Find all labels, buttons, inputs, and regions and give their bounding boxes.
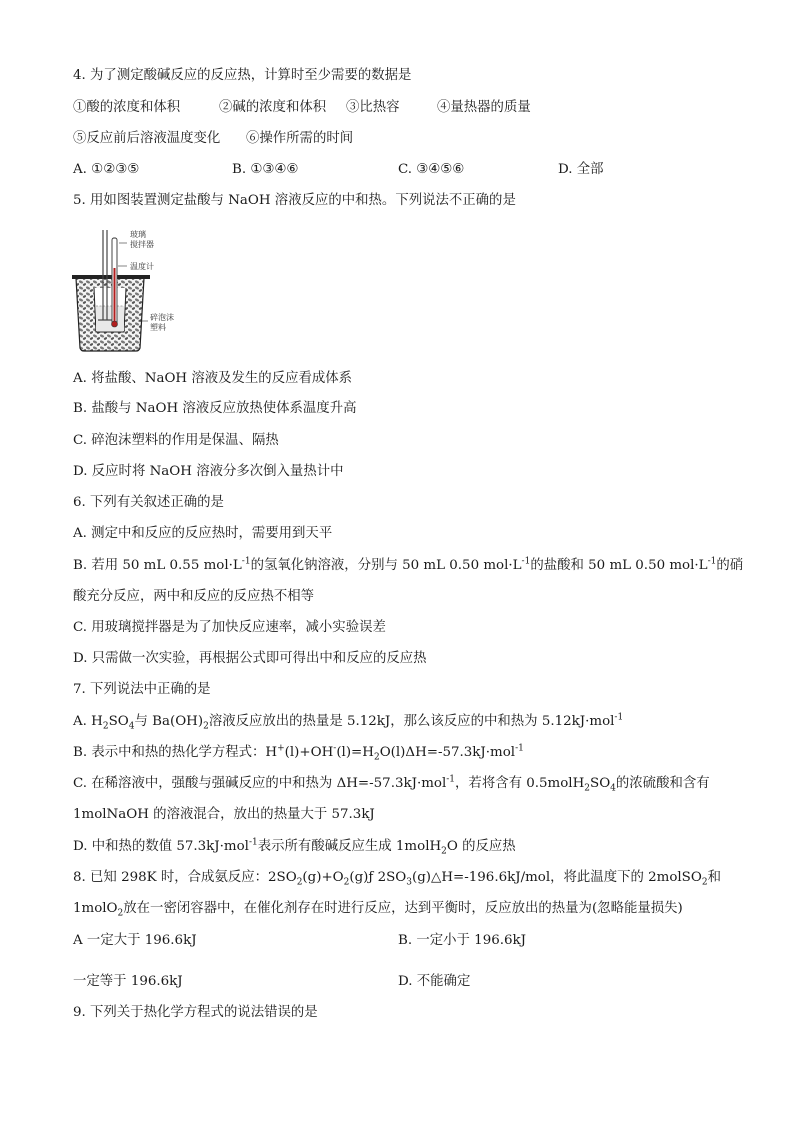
q4-stem: 4. 为了测定酸碱反应的反应热，计算时至少需要的数据是 — [73, 68, 412, 83]
q6-option-d: D. 只需做一次实验，再根据公式即可得出中和反应的反应热 — [73, 651, 427, 666]
q7-stem: 7. 下列说法中正确的是 — [73, 682, 211, 697]
label-foam-1: 碎泡沫 — [150, 313, 174, 322]
q7-d-text-2: 表示所有酸碱反应生成 1molH — [257, 839, 442, 854]
q7-c-sup-1: -1 — [446, 774, 456, 785]
q7-a-text-1: A. H — [73, 714, 103, 729]
q7-b-sup-2: - — [333, 743, 337, 754]
q8-stem-text-5: 和 — [707, 870, 721, 885]
q8-line2-text-2: 放在一密闭容器中，在催化剂存在时进行反应，达到平衡时，反应放出的热量为(忽略能量损失) — [123, 901, 683, 916]
q7-b-sub-1: 2 — [373, 752, 380, 763]
label-foam-2: 塑料 — [150, 323, 166, 332]
q6-b-text-3: 的盐酸和 50 mL 0.50 mol·L — [530, 558, 708, 573]
q4-item-2: ②碱的浓度和体积 — [219, 100, 327, 115]
q4-item-3: ③比热容 — [346, 100, 400, 115]
q7-c-text-2: ，若将含有 0.5molH — [455, 776, 585, 791]
q7-a-text-3: 与 Ba(OH) — [134, 714, 204, 729]
q8-option-a: A 一定大于 196.6kJ — [73, 933, 197, 948]
q7-a-sub-3: 2 — [203, 721, 209, 732]
q7-d-text-1: D. 中和热的数值 57.3kJ·mol — [73, 839, 249, 854]
q6-b-text-2: 的氢氧化钠溶液，分别与 50 mL 0.50 mol·L — [250, 558, 522, 573]
q4-option-c: C. ③④⑤⑥ — [398, 162, 465, 177]
q8-option-b: B. 一定小于 196.6kJ — [398, 933, 526, 948]
q7-b-text-4: O(l)ΔH=-57.3kJ·mol — [379, 745, 516, 760]
q7-c-sub-1: 2 — [584, 783, 591, 794]
q7-b-sup-3: -1 — [515, 743, 524, 754]
q8-stem-text-4: (g)△H=-196.6kJ/mol，将此温度下的 2molSO — [412, 870, 702, 885]
q5-option-b: B. 盐酸与 NaOH 溶液反应放热使体系温度升高 — [73, 401, 357, 416]
q7-a-text-2: SO — [108, 714, 129, 729]
q8-stem-sub-3: 3 — [406, 877, 413, 888]
q4-item-4: ④量热器的质量 — [437, 100, 531, 115]
q4-item-5: ⑤反应前后溶液温度变化 — [73, 131, 221, 146]
q8-stem-text-2: (g)+O — [302, 870, 344, 885]
q7-a-sub-2: 4 — [128, 721, 135, 732]
q7-c-text-1: C. 在稀溶液中，强酸与强碱反应的中和热为 ΔH=-57.3kJ·mol — [73, 776, 447, 791]
q7-c-text-3: SO — [590, 776, 611, 791]
q7-a-text-4: 溶液反应放出的热量是 5.12kJ，那么该反应的中和热为 5.12kJ·mol — [208, 714, 615, 729]
q7-option-a — [73, 713, 623, 731]
q7-c-sub-2: 4 — [610, 783, 616, 794]
q7-b-text-2: (l)+OH — [284, 745, 334, 760]
q4-option-a: A. ①②③⑤ — [73, 162, 140, 177]
q6-b-sup-1: -1 — [241, 556, 251, 567]
q7-a-sub-1: 2 — [102, 721, 109, 732]
q7-b-text-3: (l)=H — [336, 745, 374, 760]
q7-d-sup-1: -1 — [248, 837, 258, 848]
q7-b-text-1: B. 表示中和热的热化学方程式：H — [73, 745, 278, 760]
q6-b-sup-2: -1 — [521, 556, 531, 567]
label-thermometer: 温度计 — [130, 262, 154, 271]
q7-c-text-4: 的浓硫酸和含有 — [615, 776, 710, 791]
q8-stem-text-3: (g)ƒ 2SO — [349, 870, 407, 885]
q5-option-a: A. 将盐酸、NaOH 溶液及发生的反应看成体系 — [73, 371, 353, 386]
q4-item-6: ⑥操作所需的时间 — [246, 131, 354, 146]
q6-b-sup-3: -1 — [707, 556, 717, 567]
q5-stem: 5. 用如图装置测定盐酸与 NaOH 溶液反应的中和热。下列说法不正确的是 — [73, 193, 516, 208]
q8-stem-sub-2: 2 — [343, 877, 350, 888]
q8-line2-text-1: 1molO — [73, 901, 118, 916]
calorimeter-figure — [72, 226, 182, 354]
q7-a-sup-1: -1 — [614, 712, 624, 723]
label-stirrer-2: 搅拌器 — [130, 240, 154, 249]
q5-option-c: C. 碎泡沫塑料的作用是保温、隔热 — [73, 433, 279, 448]
q8-stem-sub-4: 2 — [701, 877, 708, 888]
q6-option-c: C. 用玻璃搅拌器是为了加快反应速率，减小实验误差 — [73, 620, 386, 635]
q5-option-d: D. 反应时将 NaOH 溶液分多次倒入量热计中 — [73, 464, 344, 479]
q6-option-b-cont: 酸充分反应，两中和反应的反应热不相等 — [73, 589, 315, 604]
q7-option-c-cont: 1molNaOH 的溶液混合，放出的热量大于 57.3kJ — [73, 807, 375, 822]
q7-b-sup-1: + — [277, 743, 285, 754]
q8-stem — [73, 869, 721, 887]
q6-option-b — [73, 557, 743, 575]
q6-b-text-1: B. 若用 50 mL 0.55 mol·L — [73, 558, 242, 573]
q6-b-text-4: 的硝 — [716, 558, 744, 573]
q8-stem-cont — [73, 900, 683, 918]
label-stirrer-1: 玻璃 — [130, 230, 146, 239]
q7-option-c — [73, 775, 710, 793]
q7-d-sub-1: 2 — [441, 846, 447, 857]
q6-option-a: A. 测定中和反应的反应热时，需要用到天平 — [73, 526, 333, 541]
q7-option-b — [73, 744, 524, 762]
calorimeter-diagram — [72, 226, 182, 354]
q8-option-d: D. 不能确定 — [398, 974, 471, 989]
q6-stem: 6. 下列有关叙述正确的是 — [73, 495, 224, 510]
q9-stem: 9. 下列关于热化学方程式的说法错误的是 — [73, 1005, 318, 1020]
q8-stem-sub-1: 2 — [296, 877, 303, 888]
q4-option-d: D. 全部 — [558, 162, 604, 177]
q8-option-c: 一定等于 196.6kJ — [73, 974, 183, 989]
q4-item-1: ①酸的浓度和体积 — [73, 100, 181, 115]
q8-line2-sub-1: 2 — [117, 908, 124, 919]
q8-stem-text-1: 8. 已知 298K 时，合成氨反应：2SO — [73, 870, 297, 885]
q7-option-d — [73, 838, 516, 856]
q7-d-text-3: O 的反应热 — [446, 839, 516, 854]
q4-option-b: B. ①③④⑥ — [232, 162, 299, 177]
